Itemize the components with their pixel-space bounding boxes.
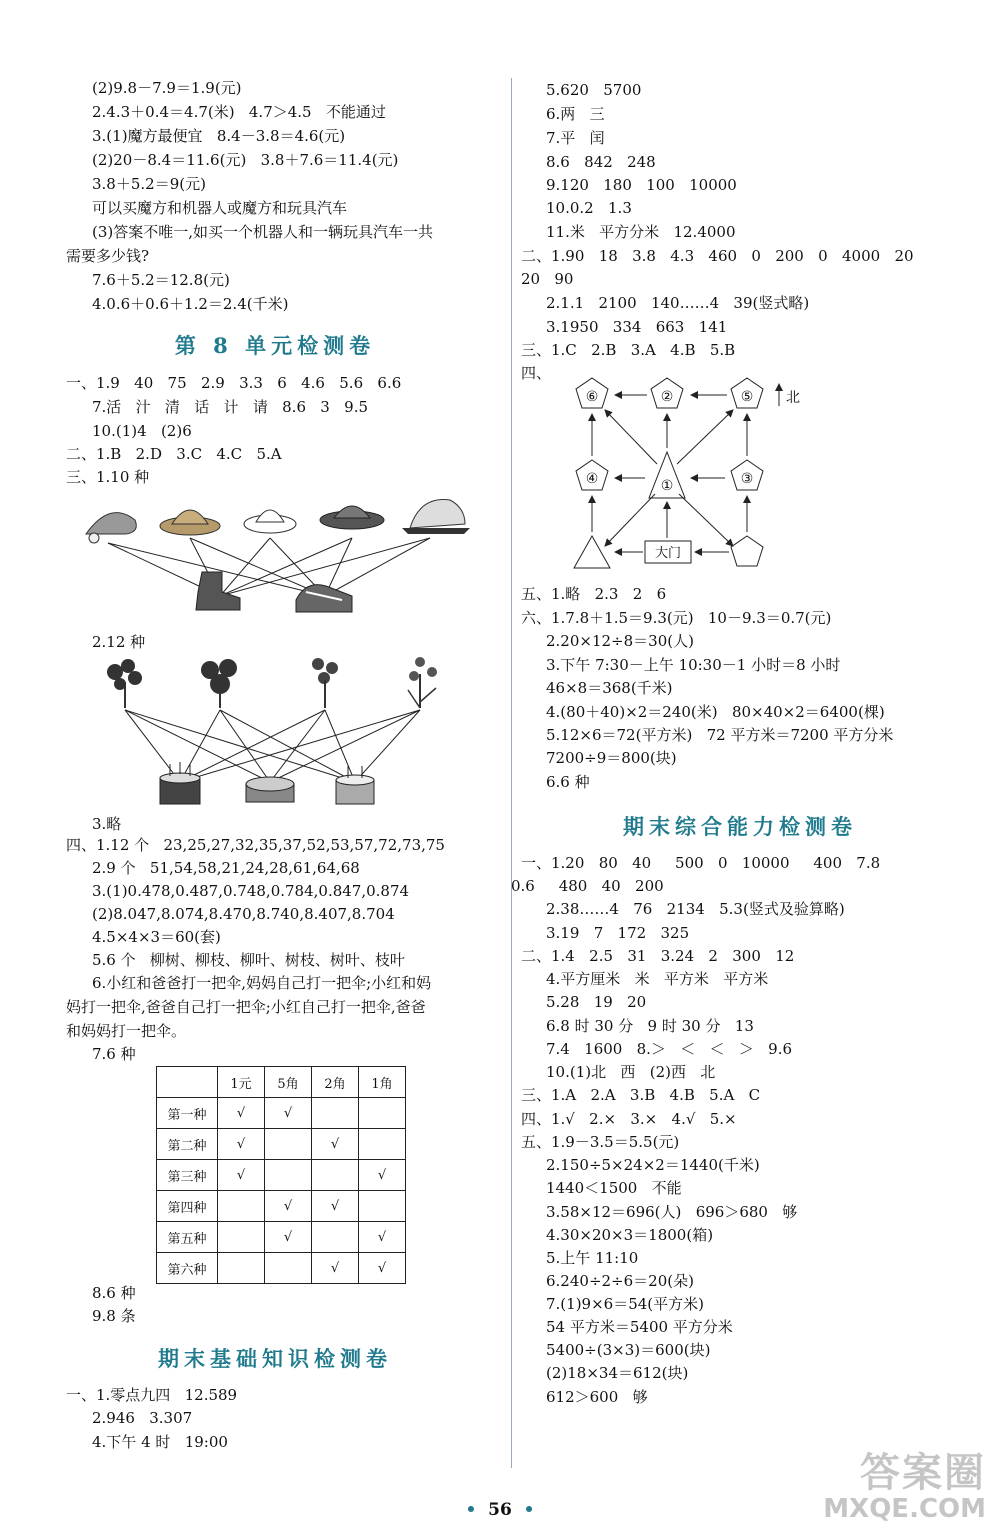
cake-icon: [160, 762, 200, 804]
table-row: [157, 1191, 406, 1222]
coin-combination-table: [156, 1066, 406, 1284]
answer-line: 10.(1)北 西 (2)西 北: [546, 1063, 716, 1081]
answer-line: 10.0.2 1.3: [546, 199, 632, 217]
section-title-unit8: 第 8 单元检测卷: [174, 333, 376, 358]
north-label: 北: [786, 390, 800, 406]
hat-icon: [320, 506, 384, 529]
answer-line: 7.活 汁 清 话 计 请 8.6 3 9.5: [92, 398, 368, 416]
answer-line: 三、1.10 种: [66, 468, 150, 486]
check-cell: [218, 1253, 265, 1284]
table-row: [157, 1160, 406, 1191]
row-label: 第四种: [157, 1191, 218, 1222]
check-cell: [312, 1160, 359, 1191]
answer-line: 5.上午 11:10: [546, 1249, 639, 1267]
answer-line: 妈打一把伞,爸爸自己打一把伞;小红自己打一把伞,爸爸: [66, 998, 426, 1016]
answer-line: 7.4 1600 8.＞ ＜ ＜ ＞ 9.6: [546, 1040, 793, 1058]
flower-icon: [201, 659, 237, 708]
answer-line: 二、1.4 2.5 31 3.24 2 300 12: [521, 947, 795, 965]
answer-line: 5.28 19 20: [546, 993, 647, 1011]
check-cell: √: [312, 1191, 359, 1222]
answer-line: 四、1.12 个 23,25,27,32,35,37,52,53,57,72,73,75: [66, 836, 445, 854]
node-label: ④: [585, 471, 599, 487]
answer-line: 3.略: [92, 815, 122, 833]
answer-line: 612＞600 够: [546, 1388, 648, 1406]
check-cell: [265, 1129, 312, 1160]
answer-line: 4.30×20×3＝1800(箱): [546, 1226, 714, 1244]
check-cell: [265, 1253, 312, 1284]
answer-line: 2.4.3＋0.4＝4.7(米) 4.7＞4.5 不能通过: [92, 103, 386, 121]
table-header-row: [157, 1067, 406, 1098]
node-label: ①: [660, 478, 674, 494]
hat-icon: [244, 510, 296, 533]
answer-line: 2.12 种: [92, 633, 146, 651]
answer-line: 3.19 7 172 325: [546, 924, 690, 942]
answer-line: 可以买魔方和机器人或魔方和玩具汽车: [92, 199, 348, 217]
answer-line: 7.(1)9×6＝54(平方米): [546, 1295, 705, 1313]
answer-line: 6.6 种: [546, 773, 590, 791]
answer-line: 7200÷9＝800(块): [546, 749, 677, 767]
node-label: ⑥: [585, 389, 599, 405]
cake-icon: [246, 777, 294, 802]
triangle-node: [574, 536, 610, 568]
answer-line: 需要多少钱?: [66, 247, 150, 265]
answer-line: 四、1.√ 2.× 3.× 4.√ 5.×: [521, 1110, 737, 1128]
watermark-text: 答案圈: [860, 1450, 986, 1496]
answer-line: 5.620 5700: [546, 81, 642, 99]
answer-line: 3.8＋5.2＝9(元): [92, 175, 206, 193]
check-cell: [359, 1129, 406, 1160]
answer-line: 9.120 180 100 10000: [546, 176, 737, 194]
table-row: [157, 1098, 406, 1129]
check-cell: [218, 1191, 265, 1222]
check-cell: √: [359, 1222, 406, 1253]
answer-line: 五、1.9－3.5＝5.5(元): [521, 1133, 680, 1151]
answer-line: (2)20－8.4＝11.6(元) 3.8＋7.6＝11.4(元): [92, 151, 399, 169]
answer-line: 54 平方米＝5400 平方分米: [546, 1318, 733, 1336]
table-row: [157, 1222, 406, 1253]
answer-line: 5.12×6＝72(平方米) 72 平方米＝7200 平方分米: [546, 726, 894, 744]
table-header-cell: [157, 1067, 218, 1098]
answer-line: 一、1.9 40 75 2.9 3.3 6 4.6 5.6 6.6: [66, 374, 402, 392]
check-cell: [359, 1098, 406, 1129]
boot-icon: [196, 572, 240, 610]
check-cell: [265, 1160, 312, 1191]
answer-line: 0.6 480 40 200: [511, 877, 664, 895]
answer-line: 10.(1)4 (2)6: [92, 422, 192, 440]
answer-line: 3.(1)魔方最便宜 8.4－3.8＝4.6(元): [92, 127, 346, 145]
answer-line: 和妈妈打一把伞。: [66, 1022, 187, 1040]
flower-icon: [312, 658, 338, 708]
answer-line: 6.8 时 30 分 9 时 30 分 13: [546, 1017, 754, 1035]
answer-line: 二、1.90 18 3.8 4.3 460 0 200 0 4000 20: [521, 247, 914, 265]
check-cell: √: [359, 1160, 406, 1191]
answer-line: 2.20×12÷8＝30(人): [546, 632, 694, 650]
answer-line: 2.9 个 51,54,58,21,24,28,61,64,68: [92, 859, 360, 877]
answer-line: 1440＜1500 不能: [546, 1179, 682, 1197]
table-row: [157, 1129, 406, 1160]
answer-line: 一、1.20 80 40 500 0 10000 400 7.8: [521, 854, 881, 872]
answer-line: 7.6＋5.2＝12.8(元): [92, 271, 230, 289]
node-label: ⑤: [740, 389, 754, 405]
answer-line: 7.6 种: [92, 1045, 136, 1063]
answer-line: 4.0.6＋0.6＋1.2＝2.4(千米): [92, 295, 289, 313]
answer-line: 4.下午 4 时 19:00: [92, 1433, 228, 1451]
answer-line: 五、1.略 2.3 2 6: [521, 585, 667, 603]
answer-line: 二、1.B 2.D 3.C 4.C 5.A: [66, 445, 282, 463]
answer-line: 六、1.7.8＋1.5＝9.3(元) 10－9.3＝0.7(元): [521, 609, 832, 627]
answer-line: 4.(80＋40)×2＝240(米) 80×40×2＝6400(棵): [546, 703, 885, 721]
pentagon-node: [731, 536, 763, 566]
row-label: 第五种: [157, 1222, 218, 1253]
answer-line: 三、1.A 2.A 3.B 4.B 5.A C: [521, 1086, 761, 1104]
answer-line: 2.150÷5×24×2＝1440(千米): [546, 1156, 760, 1174]
table-header-cell: 5角: [265, 1067, 312, 1098]
table-header-cell: 2角: [312, 1067, 359, 1098]
answer-line: 6.两 三: [546, 105, 605, 123]
node-label: ②: [660, 389, 674, 405]
answer-line: 4.平方厘米 米 平方米 平方米: [546, 970, 769, 988]
answer-line: 46×8＝368(千米): [546, 679, 673, 697]
answer-line: (2)9.8－7.9＝1.9(元): [92, 79, 242, 97]
answer-line: 2.38……4 76 2134 5.3(竖式及验算略): [546, 900, 845, 918]
row-label: 第一种: [157, 1098, 218, 1129]
check-cell: √: [265, 1098, 312, 1129]
answer-line: 8.6 842 248: [546, 153, 656, 171]
row-label: 第三种: [157, 1160, 218, 1191]
answer-line: 3.(1)0.478,0.487,0.748,0.784,0.847,0.874: [92, 882, 410, 900]
answer-line: (2)18×34＝612(块): [546, 1364, 689, 1382]
answer-line: (2)8.047,8.074,8.470,8.740,8.407,8.704: [92, 905, 395, 923]
section-title-basic: 期末基础知识检测卷: [158, 1346, 392, 1371]
table-row: [157, 1253, 406, 1284]
check-cell: √: [218, 1129, 265, 1160]
check-cell: [312, 1098, 359, 1129]
watermark-url: MXQE.COM: [823, 1494, 986, 1524]
flower-icon: [107, 659, 142, 708]
hat-icon: [160, 510, 220, 535]
table-header-cell: 1元: [218, 1067, 265, 1098]
check-cell: [359, 1191, 406, 1222]
answer-line: (3)答案不唯一,如买一个机器人和一辆玩具汽车一共: [92, 223, 434, 241]
answer-line: 5400÷(3×3)＝600(块): [546, 1341, 711, 1359]
answer-line: 9.8 条: [92, 1307, 136, 1325]
watermark: [823, 1441, 986, 1524]
row-label: 第六种: [157, 1253, 218, 1284]
sneaker-icon: [296, 585, 352, 612]
answer-line: 6.240÷2÷6＝20(朵): [546, 1272, 694, 1290]
column-divider: [511, 78, 512, 1468]
check-cell: [312, 1222, 359, 1253]
hat-icon: [86, 513, 136, 543]
answer-line: 3.58×12＝696(人) 696＞680 够: [546, 1203, 798, 1221]
answer-line: 3.1950 334 663 141: [546, 318, 728, 336]
answer-line: 2.946 3.307: [92, 1409, 193, 1427]
answer-line: 2.1.1 2100 140……4 39(竖式略): [546, 294, 810, 312]
check-cell: √: [359, 1253, 406, 1284]
table-header-cell: 1角: [359, 1067, 406, 1098]
map-diagram: [565, 368, 810, 580]
check-cell: √: [312, 1253, 359, 1284]
answer-line: 四、: [521, 364, 552, 382]
check-cell: [218, 1222, 265, 1253]
node-label: ③: [740, 471, 754, 487]
check-cell: √: [218, 1160, 265, 1191]
cap-icon: [402, 500, 470, 534]
flower-icon: [408, 657, 437, 708]
answer-line: 5.6 个 柳树、柳枝、柳叶、树枝、树叶、枝叶: [92, 951, 405, 969]
check-cell: √: [265, 1222, 312, 1253]
gate-label: 大门: [654, 546, 682, 561]
answer-line: 8.6 种: [92, 1284, 136, 1302]
flowers-cakes-figure: [80, 652, 480, 812]
section-title-final: 期末综合能力检测卷: [623, 814, 857, 839]
check-cell: √: [312, 1129, 359, 1160]
answer-line: 6.小红和爸爸打一把伞,妈妈自己打一把伞;小红和妈: [92, 974, 432, 992]
answer-line: 4.5×4×3＝60(套): [92, 928, 221, 946]
hats-shoes-figure: [80, 488, 480, 628]
answer-line: 三、1.C 2.B 3.A 4.B 5.B: [521, 341, 736, 359]
page-number: • 56 •: [465, 1500, 535, 1520]
check-cell: √: [265, 1191, 312, 1222]
cake-icon: [336, 766, 374, 804]
answer-line: 11.米 平方分米 12.4000: [546, 223, 736, 241]
answer-line: 3.下午 7:30－上午 10:30－1 小时＝8 小时: [546, 656, 841, 674]
answer-line: 一、1.零点九四 12.589: [66, 1386, 238, 1404]
check-cell: √: [218, 1098, 265, 1129]
answer-line: 7.平 闰: [546, 129, 605, 147]
row-label: 第二种: [157, 1129, 218, 1160]
answer-line: 20 90: [521, 270, 574, 288]
